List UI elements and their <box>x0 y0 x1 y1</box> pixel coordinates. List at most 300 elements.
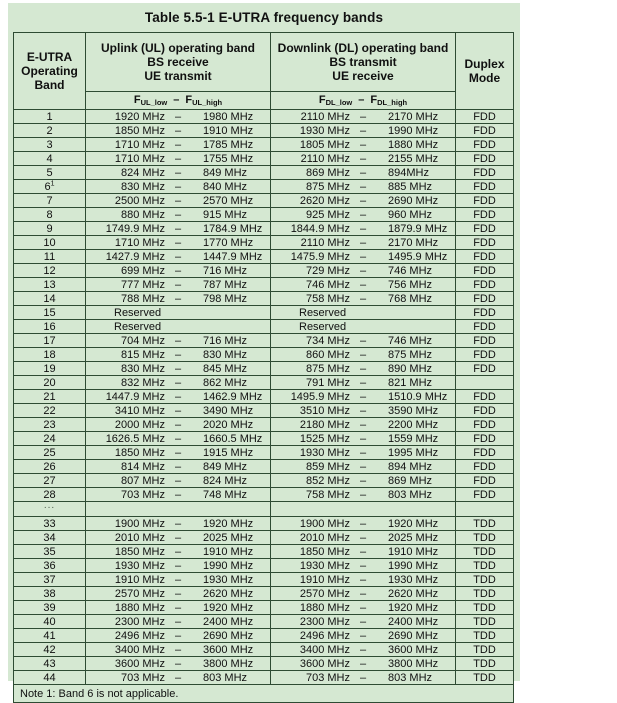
uplink-range <box>86 194 271 208</box>
downlink-low: 1930 MHz <box>299 446 350 459</box>
downlink-high: 3590 MHz <box>388 404 439 417</box>
table-body <box>14 110 514 703</box>
downlink-dash: – <box>359 376 367 389</box>
band-number: 28 <box>43 488 56 501</box>
band-number: 33 <box>43 517 56 530</box>
downlink-high: 2170 MHz <box>388 236 439 249</box>
duplex-mode-cell: FDD <box>456 236 514 250</box>
downlink-dash: – <box>359 531 367 544</box>
duplex-mode-cell: FDD <box>456 460 514 474</box>
uplink-range <box>86 587 271 601</box>
uplink-range <box>86 460 271 474</box>
header-downlink-line2: BS transmit <box>329 55 397 69</box>
downlink-dash: – <box>359 124 367 137</box>
band-number: 42 <box>43 643 56 656</box>
duplex-mode-cell: FDD <box>456 348 514 362</box>
uplink-range <box>86 573 271 587</box>
uplink-high: 1755 MHz <box>203 152 254 165</box>
band-number: 18 <box>43 348 56 361</box>
uplink-dash: – <box>174 278 182 291</box>
downlink-range <box>271 671 456 685</box>
table-note: Note 1: Band 6 is not applicable. <box>14 685 514 703</box>
table-note-row <box>14 685 514 703</box>
duplex-mode-cell: TDD <box>456 671 514 685</box>
downlink-low: 1900 MHz <box>299 517 350 530</box>
uplink-high: 849 MHz <box>203 166 248 179</box>
duplex-mode-cell: FDD <box>456 124 514 138</box>
band-number-cell <box>14 348 86 362</box>
uplink-range <box>86 629 271 643</box>
downlink-low: 1930 MHz <box>299 124 350 137</box>
uplink-high: 1980 MHz <box>203 110 254 123</box>
table-row <box>14 362 514 376</box>
band-number: 13 <box>43 278 56 291</box>
downlink-high: 768 MHz <box>388 292 433 305</box>
uplink-dash: – <box>174 587 182 600</box>
band-number: 8 <box>46 208 53 221</box>
table-row <box>14 643 514 657</box>
uplink-high: 1915 MHz <box>203 446 254 459</box>
table-row <box>14 292 514 306</box>
dl-f-glyph-2: F <box>370 94 378 106</box>
uplink-range <box>86 545 271 559</box>
table-row <box>14 432 514 446</box>
band-number: 25 <box>43 446 56 459</box>
band-number-cell <box>14 446 86 460</box>
header-dl-fhigh <box>370 94 407 106</box>
uplink-dash: – <box>174 152 182 165</box>
separator-ul-cell <box>86 502 271 517</box>
downlink-dash: – <box>359 390 367 403</box>
uplink-dash: – <box>174 208 182 221</box>
downlink-high: 2620 MHz <box>388 587 439 600</box>
band-number: 15 <box>43 306 56 319</box>
uplink-high: 2570 MHz <box>203 194 254 207</box>
band-number-cell <box>14 110 86 124</box>
uplink-dash: – <box>174 376 182 389</box>
table-row <box>14 334 514 348</box>
duplex-mode-cell: FDD <box>456 404 514 418</box>
band-number-cell <box>14 264 86 278</box>
downlink-dash: – <box>359 166 367 179</box>
uplink-dash: – <box>174 474 182 487</box>
downlink-dash: – <box>359 657 367 670</box>
ellipsis-marker: ... <box>14 502 86 517</box>
frequency-table-wrapper <box>13 32 513 703</box>
uplink-high: 803 MHz <box>203 671 248 684</box>
duplex-mode-cell: FDD <box>456 250 514 264</box>
header-ul-fhigh <box>185 94 222 106</box>
downlink-dash: – <box>359 418 367 431</box>
band-number-cell <box>14 629 86 643</box>
band-number-cell <box>14 432 86 446</box>
uplink-dash: – <box>174 124 182 137</box>
uplink-high: 1447.9 MHz <box>203 250 263 263</box>
band-number: 6 <box>44 180 51 193</box>
uplink-range <box>86 657 271 671</box>
downlink-high: 1930 MHz <box>388 573 439 586</box>
downlink-dash: – <box>359 671 367 684</box>
uplink-range <box>86 250 271 264</box>
uplink-low: 1850 MHz <box>114 446 165 459</box>
uplink-dash: – <box>174 390 182 403</box>
downlink-dash: – <box>359 236 367 249</box>
downlink-dash: – <box>359 545 367 558</box>
downlink-range <box>271 418 456 432</box>
downlink-high: 3800 MHz <box>388 657 439 670</box>
downlink-dash: – <box>359 362 367 375</box>
band-number-cell <box>14 250 86 264</box>
band-number-cell <box>14 166 86 180</box>
uplink-high: 1920 MHz <box>203 517 254 530</box>
uplink-range <box>86 615 271 629</box>
table-row <box>14 573 514 587</box>
table-row <box>14 152 514 166</box>
downlink-high: 960 MHz <box>388 208 433 221</box>
uplink-dash: – <box>174 615 182 628</box>
uplink-range <box>86 222 271 236</box>
uplink-dash: – <box>174 138 182 151</box>
band-number: 16 <box>43 320 56 333</box>
downlink-low: 2620 MHz <box>299 194 350 207</box>
uplink-low: 777 MHz <box>120 278 165 291</box>
downlink-dash: – <box>359 474 367 487</box>
ul-low-subscript: UL_low <box>140 98 168 107</box>
downlink-range <box>271 152 456 166</box>
uplink-range <box>86 180 271 194</box>
uplink-high: 2025 MHz <box>203 531 254 544</box>
band-number: 22 <box>43 404 56 417</box>
duplex-mode-cell: FDD <box>456 152 514 166</box>
table-row <box>14 376 514 390</box>
uplink-low: 704 MHz <box>120 334 165 347</box>
uplink-high: 824 MHz <box>203 474 248 487</box>
downlink-high: 1910 MHz <box>388 545 439 558</box>
downlink-dash: – <box>359 404 367 417</box>
table-row <box>14 250 514 264</box>
uplink-high: 1920 MHz <box>203 601 254 614</box>
header-uplink-band <box>86 33 271 92</box>
duplex-mode-cell: FDD <box>456 278 514 292</box>
uplink-low: 1447.9 MHz <box>105 390 165 403</box>
duplex-mode-cell: FDD <box>456 474 514 488</box>
uplink-low: 3400 MHz <box>114 643 165 656</box>
downlink-range <box>271 446 456 460</box>
downlink-range <box>271 643 456 657</box>
downlink-high: 890 MHz <box>388 362 433 375</box>
duplex-mode-cell: FDD <box>456 334 514 348</box>
downlink-dash: – <box>359 460 367 473</box>
uplink-high: 1660.5 MHz <box>203 432 263 445</box>
downlink-low: 925 MHz <box>305 208 350 221</box>
band-number-cell <box>14 404 86 418</box>
downlink-low: 860 MHz <box>305 348 350 361</box>
downlink-dash: – <box>359 208 367 221</box>
uplink-high: 1990 MHz <box>203 559 254 572</box>
uplink-low: 1920 MHz <box>114 110 165 123</box>
duplex-mode-cell: FDD <box>456 110 514 124</box>
uplink-dash: – <box>174 657 182 670</box>
downlink-range <box>271 166 456 180</box>
uplink-dash: – <box>174 643 182 656</box>
downlink-dash: – <box>359 138 367 151</box>
watermark: 百家号 <box>532 640 589 660</box>
uplink-range <box>86 390 271 404</box>
downlink-range <box>271 559 456 573</box>
band-number: 7 <box>46 194 53 207</box>
downlink-high: 1920 MHz <box>388 517 439 530</box>
downlink-low: 2010 MHz <box>299 531 350 544</box>
uplink-range <box>86 601 271 615</box>
band-number: 41 <box>43 629 56 642</box>
downlink-low: 1850 MHz <box>299 545 350 558</box>
uplink-dash: – <box>174 110 182 123</box>
downlink-dash: – <box>359 222 367 235</box>
uplink-range <box>86 559 271 573</box>
table-header <box>14 33 514 110</box>
downlink-range <box>271 531 456 545</box>
downlink-low: 791 MHz <box>305 376 350 389</box>
uplink-range <box>86 236 271 250</box>
uplink-high: 716 MHz <box>203 334 248 347</box>
table-row <box>14 502 514 517</box>
table-row <box>14 390 514 404</box>
uplink-low: 3410 MHz <box>114 404 165 417</box>
band-number: 44 <box>43 671 56 684</box>
uplink-high: 1930 MHz <box>203 573 254 586</box>
uplink-low: 830 MHz <box>120 180 165 193</box>
table-row <box>14 629 514 643</box>
downlink-low: 3510 MHz <box>299 404 350 417</box>
band-number-cell <box>14 138 86 152</box>
uplink-high: 3800 MHz <box>203 657 254 670</box>
downlink-range <box>271 376 456 390</box>
band-number-cell <box>14 601 86 615</box>
duplex-mode-cell: FDD <box>456 320 514 334</box>
band-number: 34 <box>43 531 56 544</box>
footnote-marker: 1 <box>50 179 55 187</box>
uplink-dash: – <box>174 559 182 572</box>
uplink-dash: – <box>174 601 182 614</box>
uplink-range <box>86 432 271 446</box>
band-number: 27 <box>43 474 56 487</box>
downlink-dash: – <box>359 348 367 361</box>
uplink-low: 830 MHz <box>120 362 165 375</box>
ul-high-subscript: UL_high <box>192 98 223 107</box>
duplex-mode-cell: FDD <box>456 432 514 446</box>
uplink-range <box>86 292 271 306</box>
table-row <box>14 278 514 292</box>
band-number-cell <box>14 194 86 208</box>
header-duplex-mode <box>456 33 514 110</box>
ul-f-glyph: F <box>133 94 141 106</box>
header-operating-band-line2: Operating <box>21 64 78 78</box>
downlink-low: 734 MHz <box>305 334 350 347</box>
downlink-high: 803 MHz <box>388 671 433 684</box>
dl-range-dash: – <box>358 94 365 106</box>
uplink-dash: – <box>174 671 182 684</box>
downlink-high: 2200 MHz <box>388 418 439 431</box>
uplink-high: 2020 MHz <box>203 418 254 431</box>
downlink-low: 3600 MHz <box>299 657 350 670</box>
downlink-range <box>271 250 456 264</box>
downlink-range <box>271 601 456 615</box>
downlink-range <box>271 404 456 418</box>
duplex-mode-cell: TDD <box>456 587 514 601</box>
table-row <box>14 587 514 601</box>
uplink-range <box>86 278 271 292</box>
downlink-high: 894 MHz <box>388 460 433 473</box>
downlink-high: 2690 MHz <box>388 629 439 642</box>
header-uplink-line3: UE transmit <box>144 69 212 83</box>
uplink-low: 788 MHz <box>120 292 165 305</box>
duplex-mode-cell: FDD <box>456 222 514 236</box>
table-row <box>14 166 514 180</box>
header-uplink-line2: BS receive <box>147 55 209 69</box>
header-uplink-line1: Uplink (UL) operating band <box>101 41 255 55</box>
downlink-dash: – <box>359 629 367 642</box>
header-row-sub <box>14 92 514 110</box>
downlink-reserved: Reserved <box>271 306 456 320</box>
downlink-dash: – <box>359 264 367 277</box>
uplink-dash: – <box>174 180 182 193</box>
uplink-low: 880 MHz <box>120 208 165 221</box>
band-number: 4 <box>46 152 53 165</box>
downlink-range <box>271 488 456 502</box>
uplink-low: 807 MHz <box>120 474 165 487</box>
uplink-low: 1910 MHz <box>114 573 165 586</box>
duplex-mode-cell: FDD <box>456 418 514 432</box>
header-dl-flow <box>319 94 352 106</box>
downlink-high: 1990 MHz <box>388 124 439 137</box>
downlink-high: 1880 MHz <box>388 138 439 151</box>
downlink-range <box>271 573 456 587</box>
band-number-cell <box>14 306 86 320</box>
downlink-low: 3400 MHz <box>299 643 350 656</box>
uplink-low: 703 MHz <box>120 488 165 501</box>
downlink-dash: – <box>359 432 367 445</box>
table-row <box>14 601 514 615</box>
band-number-cell <box>14 545 86 559</box>
uplink-high: 849 MHz <box>203 460 248 473</box>
header-duplex-line1: Duplex <box>464 57 505 71</box>
uplink-dash: – <box>174 460 182 473</box>
band-number: 11 <box>43 250 56 263</box>
uplink-range <box>86 488 271 502</box>
downlink-dash: – <box>359 180 367 193</box>
downlink-low: 1880 MHz <box>299 601 350 614</box>
downlink-low: 729 MHz <box>305 264 350 277</box>
downlink-dash: – <box>359 334 367 347</box>
downlink-high: 2400 MHz <box>388 615 439 628</box>
ul-range-dash: – <box>173 94 180 106</box>
uplink-range <box>86 671 271 685</box>
downlink-high: 885 MHz <box>388 180 433 193</box>
downlink-dash: – <box>359 152 367 165</box>
downlink-high: 3600 MHz <box>388 643 439 656</box>
downlink-range <box>271 362 456 376</box>
band-number: 24 <box>43 432 56 445</box>
band-number: 14 <box>43 292 56 305</box>
duplex-mode-cell: FDD <box>456 166 514 180</box>
uplink-low: 832 MHz <box>120 376 165 389</box>
downlink-range <box>271 615 456 629</box>
table-row <box>14 657 514 671</box>
uplink-low: 1710 MHz <box>114 138 165 151</box>
duplex-mode-cell: FDD <box>456 390 514 404</box>
band-number-cell <box>14 460 86 474</box>
band-number-cell <box>14 320 86 334</box>
downlink-range <box>271 390 456 404</box>
uplink-high: 2690 MHz <box>203 629 254 642</box>
uplink-range <box>86 110 271 124</box>
duplex-mode-cell: TDD <box>456 531 514 545</box>
downlink-range <box>271 110 456 124</box>
downlink-reserved: Reserved <box>271 320 456 334</box>
table-row <box>14 418 514 432</box>
uplink-low: 1749.9 MHz <box>105 222 165 235</box>
header-downlink-band <box>271 33 456 92</box>
downlink-low: 746 MHz <box>305 278 350 291</box>
dl-f-glyph: F <box>318 94 326 106</box>
band-number-cell <box>14 292 86 306</box>
band-number: 35 <box>43 545 56 558</box>
downlink-low: 1930 MHz <box>299 559 350 572</box>
downlink-range <box>271 208 456 222</box>
band-number-cell <box>14 124 86 138</box>
downlink-low: 1525 MHz <box>299 432 350 445</box>
band-number: 38 <box>43 587 56 600</box>
downlink-dash: – <box>359 517 367 530</box>
uplink-dash: – <box>174 629 182 642</box>
downlink-dash: – <box>359 587 367 600</box>
duplex-mode-cell: TDD <box>456 517 514 531</box>
downlink-high: 2170 MHz <box>388 110 439 123</box>
downlink-low: 869 MHz <box>305 166 350 179</box>
uplink-low: 2496 MHz <box>114 629 165 642</box>
downlink-high: 894MHz <box>388 166 429 179</box>
duplex-mode-cell: FDD <box>456 180 514 194</box>
downlink-low: 703 MHz <box>305 671 350 684</box>
band-number: 3 <box>46 138 53 151</box>
uplink-low: 1900 MHz <box>114 517 165 530</box>
downlink-low: 2300 MHz <box>299 615 350 628</box>
table-row <box>14 545 514 559</box>
band-number-cell <box>14 278 86 292</box>
band-number-cell <box>14 334 86 348</box>
header-dl-formula <box>271 92 456 110</box>
downlink-high: 869 MHz <box>388 474 433 487</box>
table-row <box>14 531 514 545</box>
uplink-dash: – <box>174 446 182 459</box>
downlink-range <box>271 180 456 194</box>
downlink-dash: – <box>359 488 367 501</box>
downlink-high: 803 MHz <box>388 488 433 501</box>
downlink-high: 746 MHz <box>388 334 433 347</box>
band-number-cell <box>14 573 86 587</box>
uplink-range <box>86 531 271 545</box>
duplex-mode-cell: FDD <box>456 306 514 320</box>
band-number-cell <box>14 657 86 671</box>
uplink-range <box>86 362 271 376</box>
downlink-low: 1844.9 MHz <box>290 222 350 235</box>
uplink-high: 830 MHz <box>203 348 248 361</box>
uplink-dash: – <box>174 573 182 586</box>
duplex-mode-cell: TDD <box>456 545 514 559</box>
header-row-main <box>14 33 514 92</box>
uplink-dash: – <box>174 517 182 530</box>
uplink-low: 1626.5 MHz <box>105 432 165 445</box>
